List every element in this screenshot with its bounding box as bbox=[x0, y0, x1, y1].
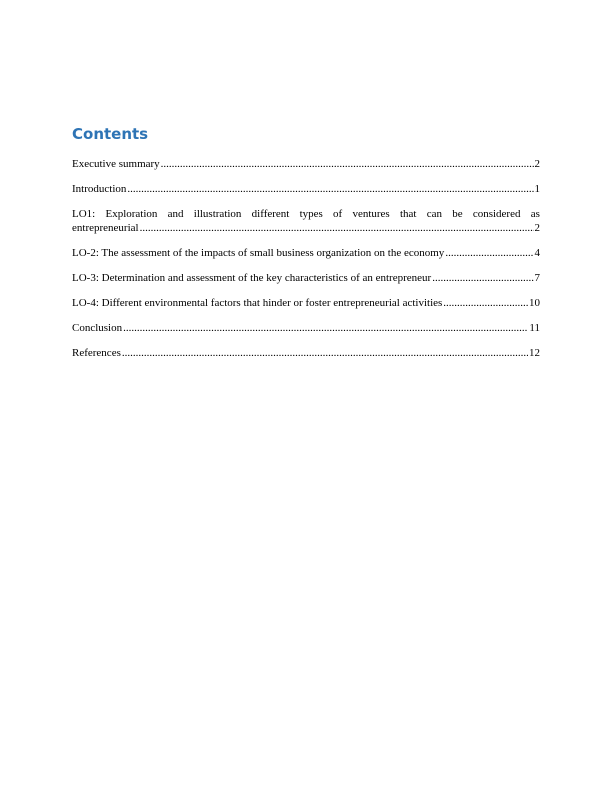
toc-dot-leader bbox=[161, 157, 534, 171]
toc-entry-title-word: illustration bbox=[193, 208, 242, 220]
toc-entry-page-number: 4 bbox=[534, 247, 540, 259]
toc-entry-page-number: 10 bbox=[529, 297, 540, 309]
toc-entry-lo2[interactable] bbox=[72, 246, 540, 260]
toc-entry-conclusion[interactable] bbox=[72, 321, 540, 335]
toc-dot-leader bbox=[140, 221, 534, 235]
toc-entry-references[interactable] bbox=[72, 346, 540, 360]
toc-dot-leader bbox=[122, 346, 528, 360]
toc-entry-title-word: as bbox=[530, 208, 540, 220]
toc-entry-title-line1 bbox=[72, 207, 540, 221]
toc-entry-title-word: different bbox=[251, 208, 290, 220]
toc-entry-title-word: Exploration bbox=[105, 208, 158, 220]
table-of-contents bbox=[72, 124, 540, 371]
toc-entry-page-number: 2 bbox=[534, 158, 540, 170]
toc-entry-title: Conclusion bbox=[72, 322, 123, 334]
toc-entry-title-word: of bbox=[333, 208, 343, 220]
toc-dot-leader bbox=[432, 271, 533, 285]
toc-entry-executive-summary[interactable] bbox=[72, 157, 540, 171]
toc-entry-page-number: 11 bbox=[529, 322, 540, 334]
toc-entry-title: References bbox=[72, 347, 121, 359]
toc-entry-title-word: be bbox=[452, 208, 463, 220]
toc-entry-title: LO-3: Determination and assessment of the key characteristics of an entrepreneur bbox=[72, 272, 432, 284]
toc-entry-title-line2: entrepreneurial bbox=[72, 222, 139, 234]
toc-entry-page-number: 7 bbox=[534, 272, 540, 284]
toc-entry-title: LO-4: Different environmental factors that hinder or foster entrepreneurial activities bbox=[72, 297, 443, 309]
toc-entry-introduction[interactable] bbox=[72, 182, 540, 196]
toc-entry-title: Introduction bbox=[72, 183, 127, 195]
toc-entry-title-word: types bbox=[299, 208, 323, 220]
toc-entry-title-word: ventures bbox=[352, 208, 390, 220]
toc-entry-title-word: that bbox=[399, 208, 417, 220]
toc-entry-title-word: can bbox=[426, 208, 442, 220]
toc-dot-leader bbox=[127, 182, 533, 196]
toc-entry-title: LO-2: The assessment of the impacts of small business organization on the economy bbox=[72, 247, 445, 259]
toc-dot-leader bbox=[443, 296, 528, 310]
toc-entry-title-word: LO1: bbox=[72, 208, 96, 220]
toc-entry-page-number: 1 bbox=[534, 183, 540, 195]
toc-entry-lo1[interactable] bbox=[72, 207, 540, 235]
toc-dot-leader bbox=[123, 321, 528, 335]
toc-entry-lo3[interactable] bbox=[72, 271, 540, 285]
toc-entry-title-word: considered bbox=[472, 208, 521, 220]
toc-heading: Contents bbox=[72, 125, 149, 143]
toc-entry-title: Executive summary bbox=[72, 158, 160, 170]
toc-entry-page-number: 12 bbox=[529, 347, 540, 359]
toc-entry-page-number: 2 bbox=[534, 222, 540, 234]
toc-dot-leader bbox=[445, 246, 533, 260]
toc-entry-title-word: and bbox=[167, 208, 184, 220]
toc-entry-lo4[interactable] bbox=[72, 296, 540, 310]
